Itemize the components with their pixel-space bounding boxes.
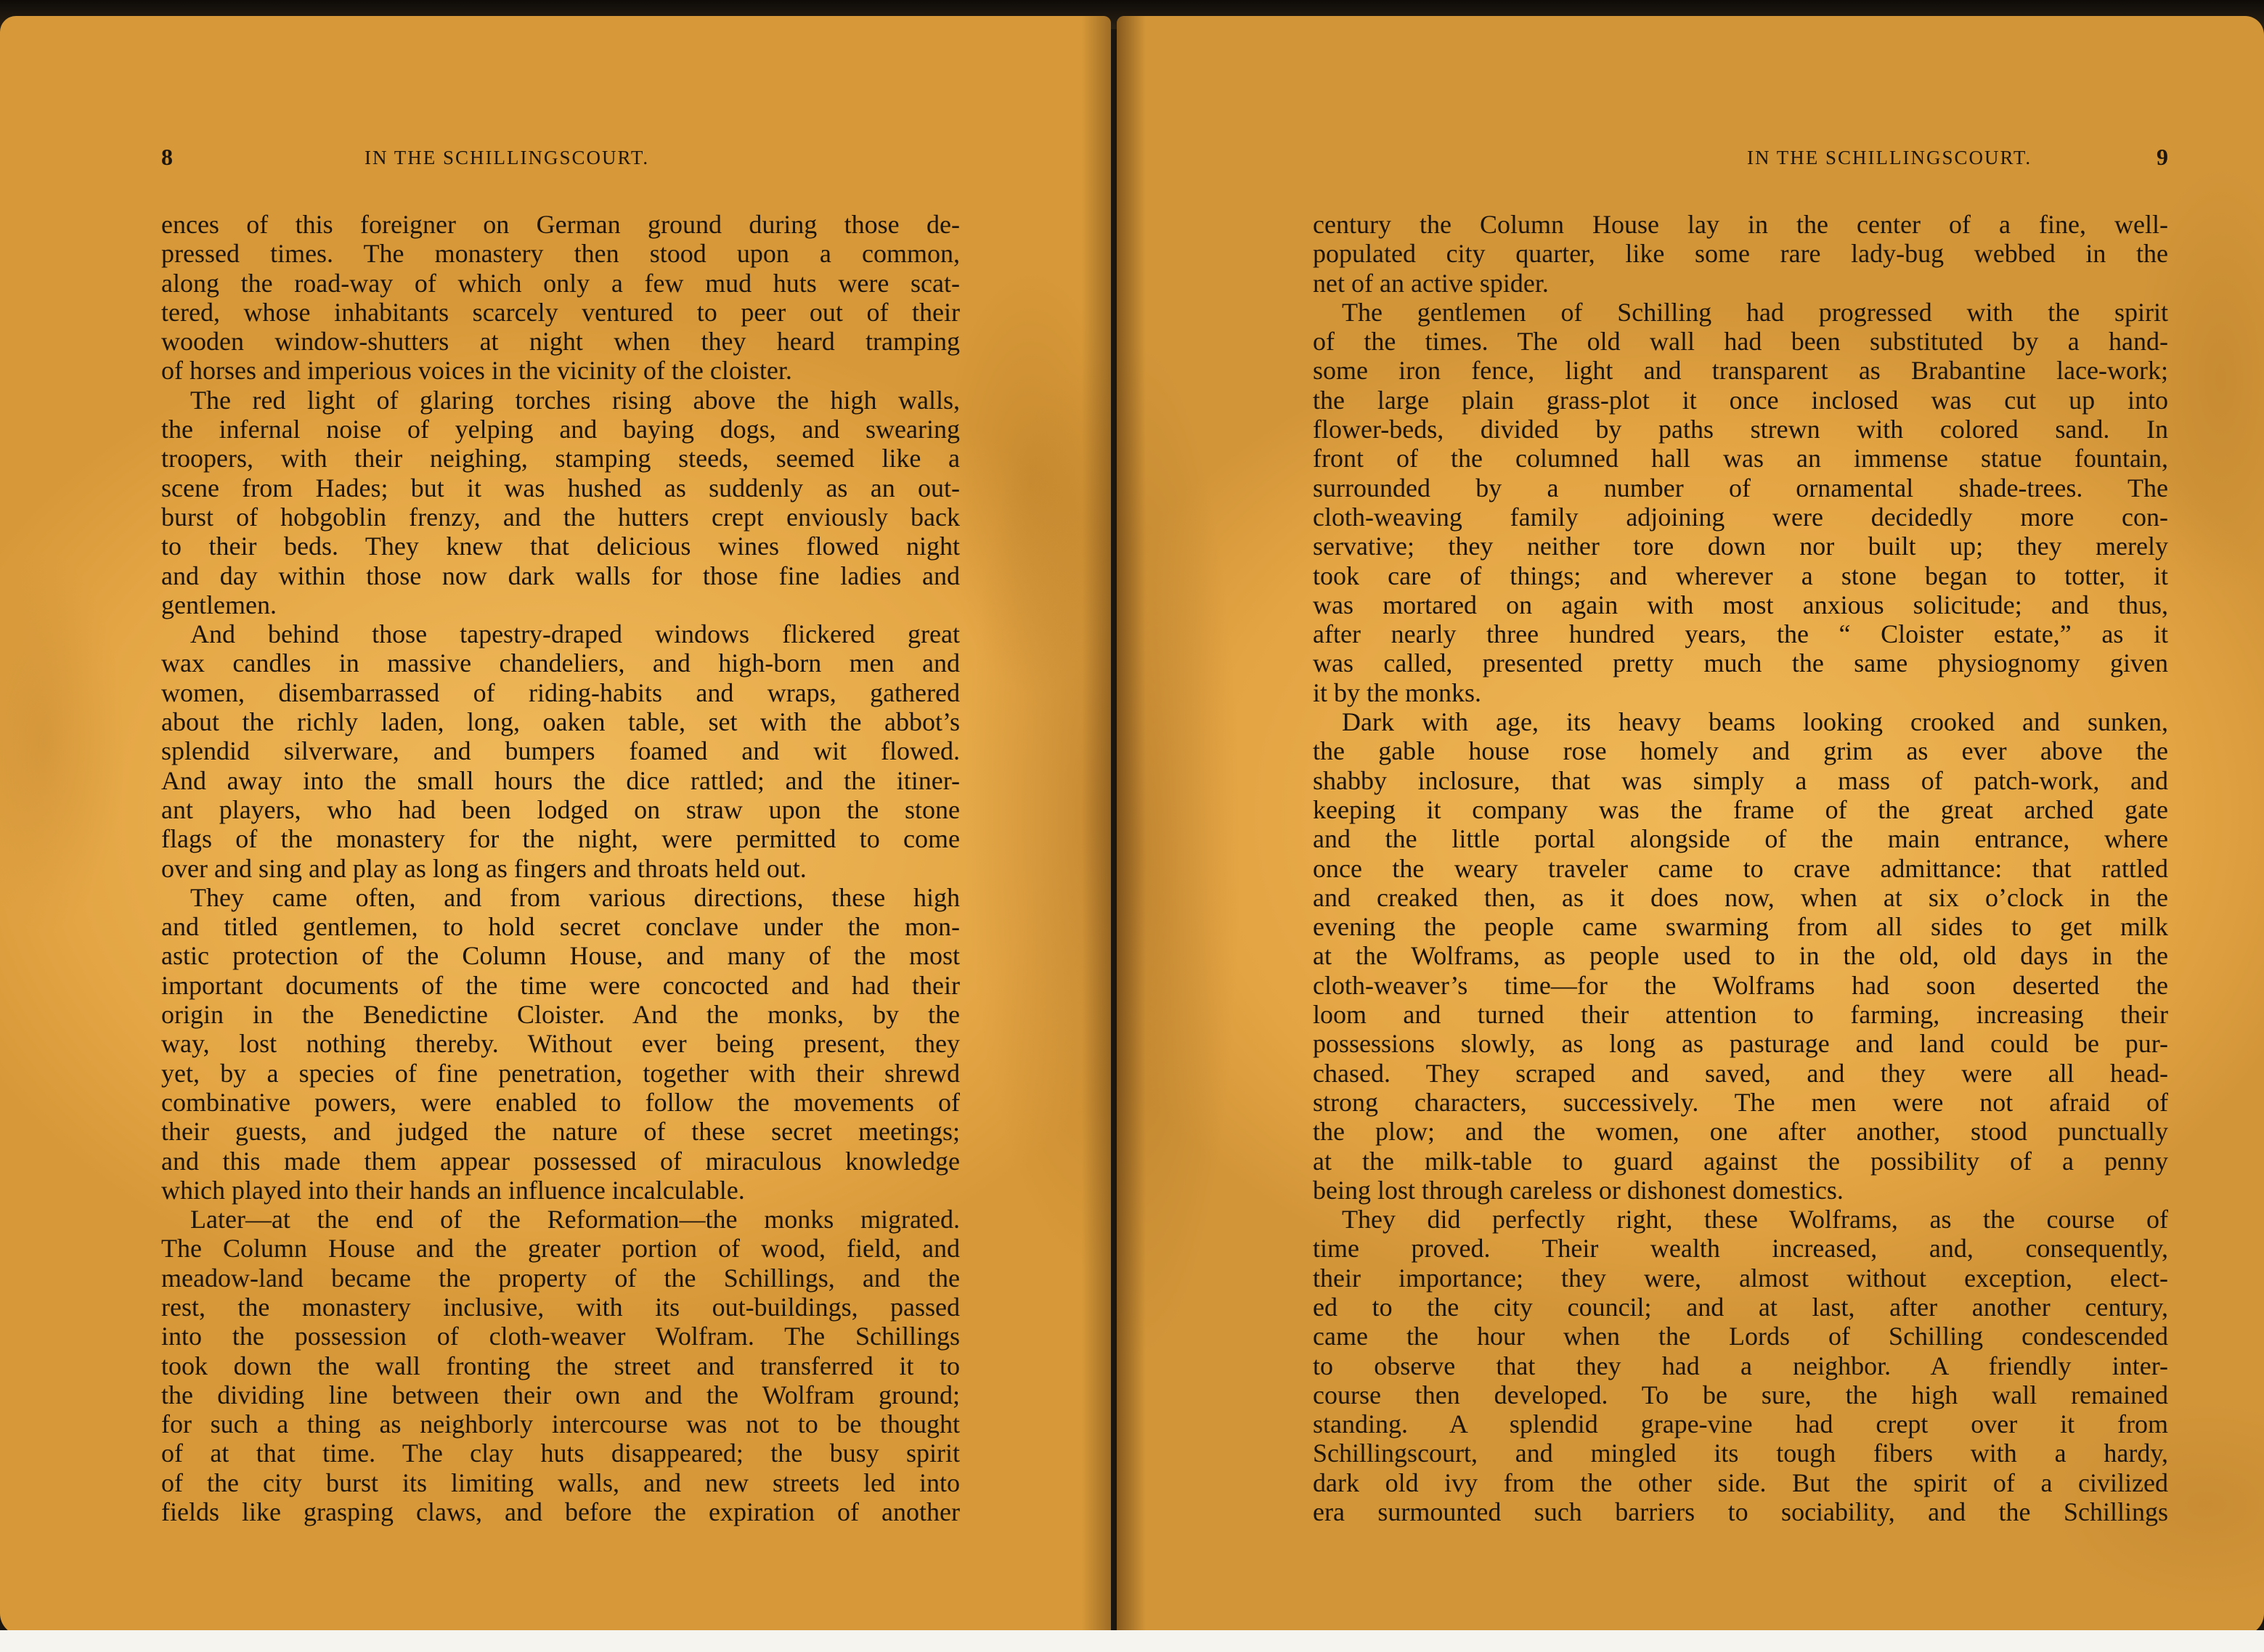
left-page [0,16,1111,1635]
left-page-body-text [161,210,960,1526]
text-line: the infernal noise of yelping and baying dogs, and swearing [161,415,960,444]
text-line: of the city burst its limiting walls, and new streets led into [161,1468,960,1497]
text-line: standing. A splendid grape-vine had crept over it from [1313,1409,2168,1439]
text-line: and creaked then, as it does now, when at six o’clock in the [1313,882,2168,912]
text-line: And away into the small hours the dice rattled; and the itiner- [161,765,960,795]
text-line: keeping it company was the frame of the great arched gate [1313,794,2168,824]
left-page-gutter-shadow [1082,16,1111,1635]
text-line: took down the wall fronting the street and transferred it to [161,1351,960,1380]
text-line: pressed times. The monastery then stood upon a common, [161,239,960,269]
text-line: important documents of the time were concocted and had their [161,970,960,1000]
text-line: once the weary traveler came to crave admittance: that rattled [1313,853,2168,883]
text-line: wax candles in massive chandeliers, and high-born men and [161,648,960,678]
scan-background-bottom [0,1630,2264,1652]
text-line: Dark with age, its heavy beams looking crooked and sunken, [1342,707,2168,737]
text-line: gentlemen. [161,590,277,619]
text-line: and titled gentlemen, to hold secret conclave under the mon- [161,912,960,942]
text-line: women, disembarrassed of riding-habits and wraps, gathered [161,678,960,707]
text-line: The red light of glaring torches rising above the high walls, [190,385,960,415]
text-line: took care of things; and wherever a stone began to totter, it [1313,561,2168,590]
text-line: the gable house rose homely and grim as ever above the [1313,736,2168,766]
text-line: rest, the monastery inclusive, with its out-buildings, passed [161,1292,960,1322]
text-line: ed to the city council; and at last, after another century, [1313,1292,2168,1322]
text-line: cloth-weaving family adjoining were decidedly more con- [1313,502,2168,532]
text-line: to observe that they had a neighbor. A friendly inter- [1313,1351,2168,1380]
text-line: it by the monks. [1313,678,1481,707]
text-line: wooden window-shutters at night when they heard tramping [161,327,960,357]
right-page [1117,16,2264,1635]
text-line: some iron fence, light and transparent as Brabantine lace-work; [1313,356,2168,386]
text-line: tered, whose inhabitants scarcely ventured to peer out of their [161,297,960,327]
text-line: the large plain grass-plot it once inclosed was cut up into [1313,385,2168,415]
text-line: era surmounted such barriers to sociability, and the Schillings [1313,1497,2168,1527]
text-line: into the possession of cloth-weaver Wolfram. The Schillings [161,1322,960,1351]
text-line: came the hour when the Lords of Schilling condescended [1313,1322,2168,1351]
text-line: yet, by a species of fine penetration, together with their shrewd [161,1058,960,1088]
text-line: fields like grasping claws, and before the expiration of another [161,1497,960,1527]
text-line: was called, presented pretty much the same physiognomy given [1313,648,2168,678]
right-running-head: IN THE SCHILLINGSCOURT. [1747,147,2032,168]
text-line: strong characters, successively. The men were not afraid of [1313,1087,2168,1117]
text-line: They came often, and from various directions, these high [190,882,960,912]
paragraph [1313,1205,2168,1526]
text-line: the plow; and the women, one after another, stood punctually [1313,1117,2168,1147]
text-line: was mortared on again with most anxious solicitude; and thus, [1313,590,2168,619]
text-line: burst of hobgoblin frenzy, and the hutters crept enviously back [161,502,960,532]
text-line: ant players, who had been lodged on straw upon the stone [161,794,960,824]
text-line: of at that time. The clay huts disappeared; the busy spirit [161,1439,960,1468]
paragraph [161,883,960,1205]
paragraph [1313,210,2168,298]
text-line: flower-beds, divided by paths strewn with colored sand. In [1313,415,2168,444]
text-line: splendid silverware, and bumpers foamed and wit flowed. [161,736,960,766]
right-page-number: 9 [2157,144,2168,170]
text-line: chased. They scraped and saved, and they were all head- [1313,1058,2168,1088]
text-line: net of an active spider. [1313,268,1549,298]
text-line: ences of this foreigner on German ground during those de- [161,210,960,239]
text-line: of horses and imperious voices in the vicinity of the cloister. [161,356,792,386]
text-line: after nearly three hundred years, the “ Cloister estate,” as it [1313,619,2168,649]
text-line: Schillingscourt, and mingled its tough fibers with a hardy, [1313,1439,2168,1468]
text-line: flags of the monastery for the night, were permitted to come [161,824,960,854]
text-line: evening the people came swarming from all sides to get milk [1313,912,2168,942]
text-line: course then developed. To be sure, the high wall remained [1313,1380,2168,1409]
text-line: for such a thing as neighborly intercourse was not to be thought [161,1409,960,1439]
paragraph [161,1205,960,1526]
text-line: cloth-weaver’s time—for the Wolframs had soon deserted the [1313,970,2168,1000]
paragraph [1313,707,2168,1205]
paragraph [161,210,960,386]
text-line: along the road-way of which only a few mud huts were scat- [161,268,960,298]
text-line: The Column House and the greater portion of wood, field, and [161,1234,960,1264]
text-line: their guests, and judged the nature of these secret meetings; [161,1117,960,1147]
text-line: way, lost nothing thereby. Without ever being present, they [161,1029,960,1059]
text-line: servative; they neither tore down nor built up; they merely [1313,532,2168,561]
text-line: possessions slowly, as long as pasturage and land could be pur- [1313,1029,2168,1059]
text-line: dark old ivy from the other side. But the spirit of a civilized [1313,1468,2168,1497]
text-line: at the milk-table to guard against the possibility of a penny [1313,1146,2168,1176]
text-line: loom and turned their attention to farming, increasing their [1313,1000,2168,1030]
text-line: century the Column House lay in the center of a fine, well- [1313,210,2168,239]
paragraph [161,619,960,883]
right-page-gutter-shadow [1117,16,1146,1635]
left-page-number: 8 [161,144,173,170]
text-line: And behind those tapestry-draped windows flickered great [190,619,960,649]
text-line: combinative powers, were enabled to follow the movements of [161,1087,960,1117]
text-line: They did perfectly right, these Wolframs, as the course of [1342,1205,2168,1234]
text-line: and day within those now dark walls for those fine ladies and [161,561,960,590]
text-line: front of the columned hall was an immense statue fountain, [1313,444,2168,473]
paragraph [161,386,960,619]
left-page-header [161,144,960,176]
left-running-head: IN THE SCHILLINGSCOURT. [365,147,650,168]
right-page-header [1311,144,2168,176]
text-line: Later—at the end of the Reformation—the monks migrated. [190,1205,960,1234]
paragraph [1313,298,2168,707]
text-line: origin in the Benedictine Cloister. And the monks, by the [161,1000,960,1030]
text-line: over and sing and play as long as fingers and throats held out. [161,853,807,883]
text-line: scene from Hades; but it was hushed as suddenly as an out- [161,473,960,502]
text-line: to their beds. They knew that delicious wines flowed night [161,532,960,561]
text-line: which played into their hands an influence incalculable. [161,1175,745,1205]
text-line: shabby inclosure, that was simply a mass of patch-work, and [1313,765,2168,795]
text-line: populated city quarter, like some rare lady-bug webbed in the [1313,239,2168,269]
text-line: meadow-land became the property of the Schillings, and the [161,1263,960,1293]
text-line: their importance; they were, almost without exception, elect- [1313,1263,2168,1293]
text-line: time proved. Their wealth increased, and, consequently, [1313,1234,2168,1264]
text-line: of the times. The old wall had been substituted by a hand- [1313,327,2168,357]
text-line: and the little portal alongside of the main entrance, where [1313,824,2168,854]
text-line: at the Wolframs, as people used to in the old, old days in the [1313,941,2168,971]
text-line: the dividing line between their own and the Wolfram ground; [161,1380,960,1409]
right-page-body-text [1313,210,2168,1526]
text-line: astic protection of the Column House, and many of the most [161,941,960,971]
text-line: and this made them appear possessed of miraculous knowledge [161,1146,960,1176]
text-line: surrounded by a number of ornamental shade-trees. The [1313,473,2168,502]
text-line: being lost through careless or dishonest domestics. [1313,1175,1844,1205]
text-line: The gentlemen of Schilling had progressed with the spirit [1342,297,2168,327]
text-line: about the richly laden, long, oaken table, set with the abbot’s [161,707,960,737]
text-line: troopers, with their neighing, stamping steeds, seemed like a [161,444,960,473]
